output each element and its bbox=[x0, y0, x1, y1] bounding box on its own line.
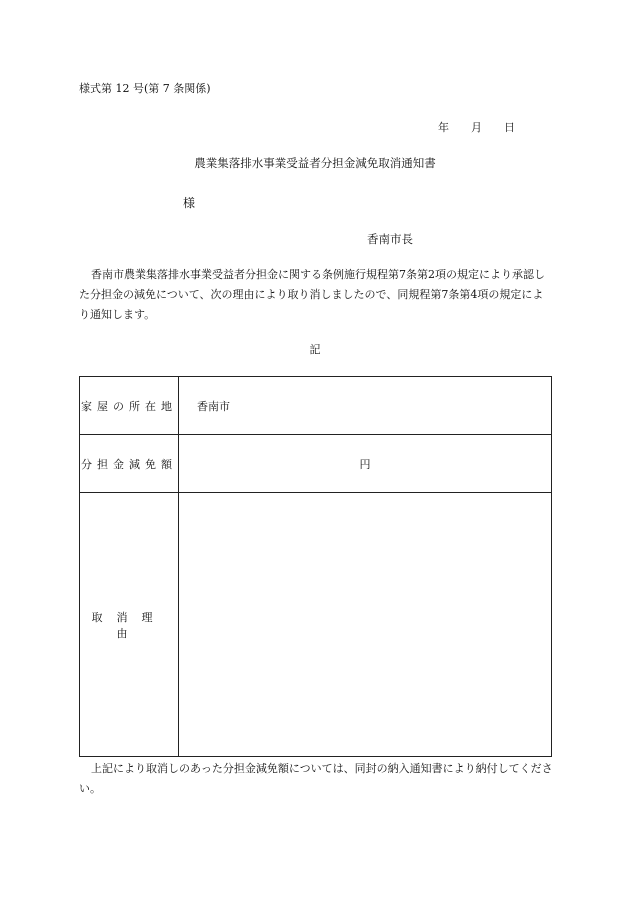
date-month-label: 月 bbox=[471, 121, 482, 134]
notice-body: 香南市農業集落排水事業受益者分担金に関する条例施行規程第7条第2項の規定により承認した分担金の減免について、次の理由により取り消しましたので、同規程第7条第4項の規定により通知します。 bbox=[79, 268, 545, 321]
date-year-label: 年 bbox=[438, 121, 449, 134]
date-line bbox=[438, 119, 515, 135]
addressee-suffix: 様 bbox=[183, 196, 196, 210]
ki-marker: 記 bbox=[309, 343, 321, 356]
issuer-name: 香南市長 bbox=[367, 232, 413, 246]
document-title: 農業集落排水事業受益者分担金減免取消通知書 bbox=[194, 156, 436, 170]
value-cancel-reason bbox=[179, 493, 552, 757]
label-location: 家屋の所在地 bbox=[80, 377, 179, 435]
date-day-label: 日 bbox=[504, 121, 515, 134]
label-cancel-reason: 取消理由 bbox=[80, 493, 179, 757]
label-reduction-amount: 分担金減免額 bbox=[80, 435, 179, 493]
row-reduction-amount bbox=[80, 435, 552, 493]
value-reduction-amount: 円 bbox=[179, 435, 552, 493]
value-location: 香南市 bbox=[179, 377, 552, 435]
form-number: 様式第 12 号(第 7 条関係) bbox=[79, 82, 211, 95]
row-cancel-reason bbox=[80, 493, 552, 757]
footer-note: 上記により取消しのあった分担金減免額については、同封の納入通知書により納付してください。 bbox=[79, 762, 553, 795]
detail-table bbox=[79, 376, 552, 757]
row-location bbox=[80, 377, 552, 435]
